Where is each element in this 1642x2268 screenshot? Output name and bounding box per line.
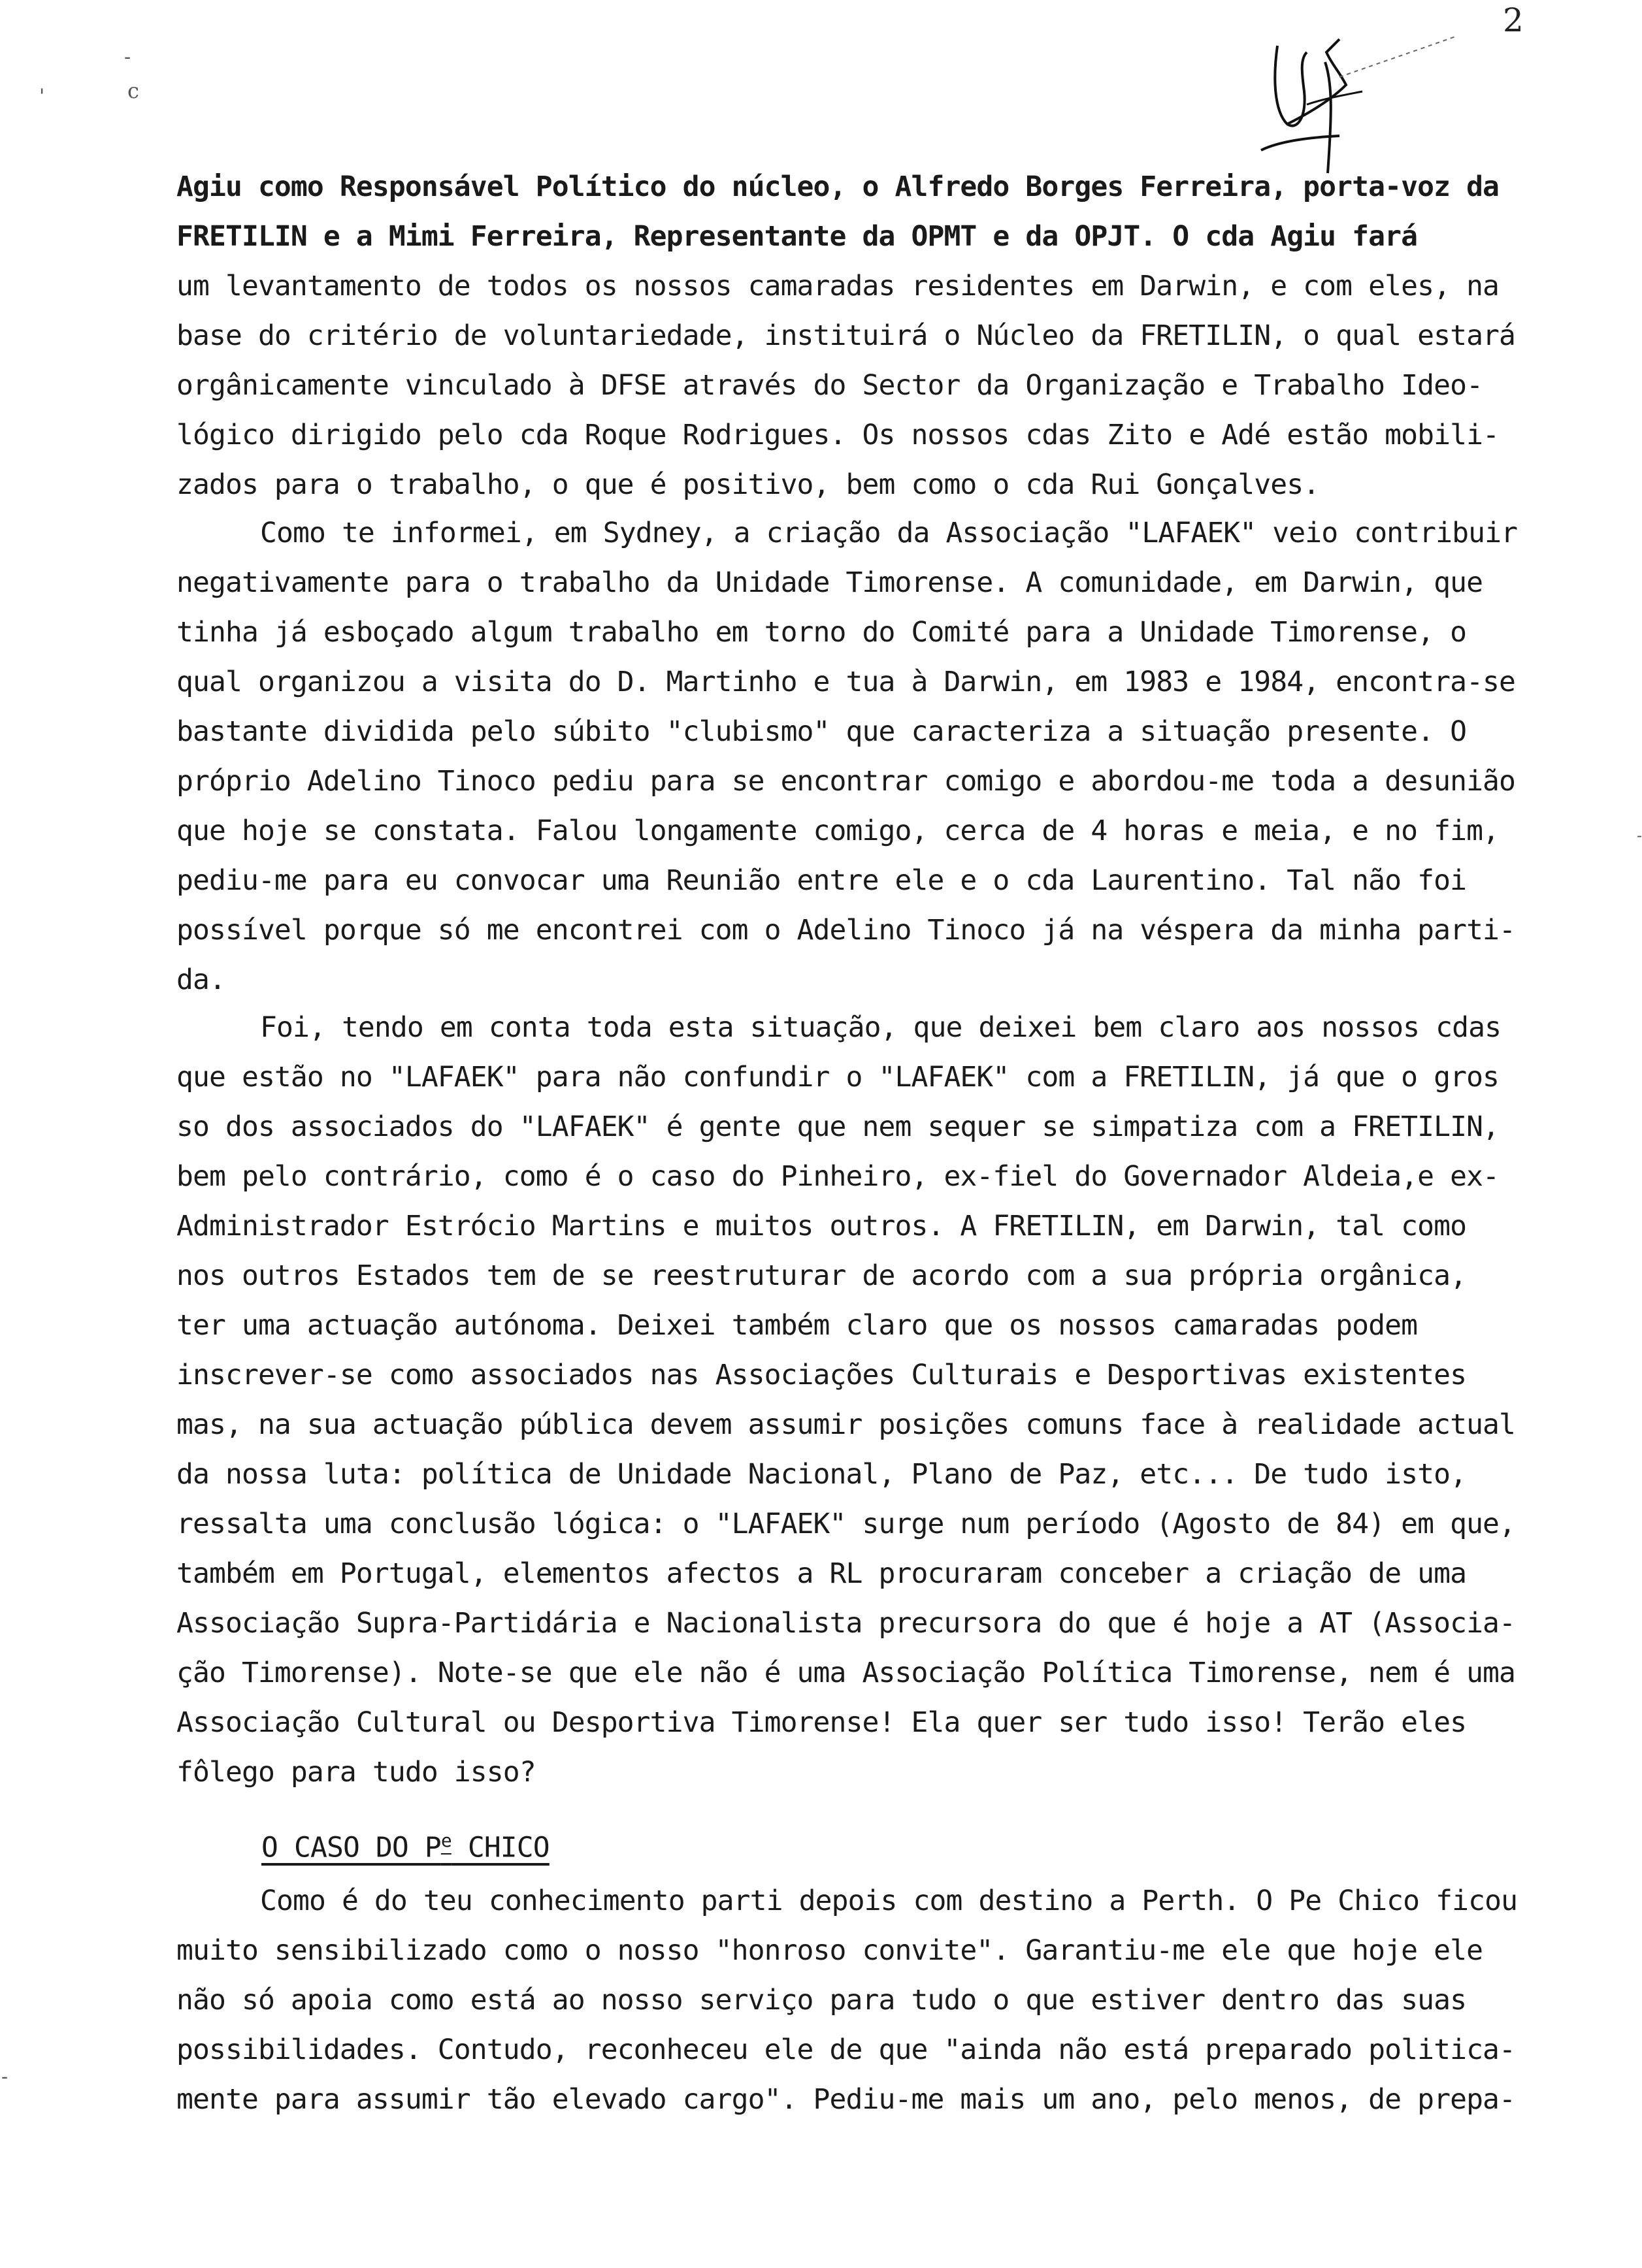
margin-mark: -: [1, 2066, 8, 2088]
text-line: mente para assumir tão elevado cargo". Pediu-me mais um ano, pelo menos, de prepa-: [176, 2083, 1516, 2116]
paragraph-4: [176, 1876, 1535, 2124]
text-line: nos outros Estados tem de se reestruturar de acordo com a sua própria orgânica,: [176, 1259, 1467, 1292]
text-line: orgânicamente vinculado à DFSE através do Sector da Organização e Trabalho Ideo-: [176, 369, 1483, 402]
text-line: que estão no "LAFAEK" para não confundir o "LAFAEK" com a FRETILIN, já que o gros: [176, 1061, 1500, 1094]
text-line: Associação Cultural ou Desportiva Timorense! Ela quer ser tudo isso! Terão eles: [176, 1706, 1467, 1739]
text-line: so dos associados do "LAFAEK" é gente que nem sequer se simpatiza com a FRETILIN,: [176, 1110, 1500, 1143]
paragraph-3: [176, 1003, 1535, 1797]
heading-superscript: e: [440, 1830, 452, 1851]
text-line: mas, na sua actuação pública devem assumir posições comuns face à realidade actual: [176, 1408, 1516, 1441]
page-number: 2: [1503, 1, 1524, 39]
text-line: da nossa luta: política de Unidade Nacional, Plano de Paz, etc... De tudo isto,: [176, 1458, 1467, 1491]
text-line: Associação Supra-Partidária e Nacionalista precursora do que é hoje a AT (Associa-: [176, 1607, 1516, 1640]
text-line: zados para o trabalho, o que é positivo, bem como o cda Rui Gonçalves.: [176, 468, 1320, 501]
paragraph-2: [176, 508, 1535, 1005]
text-line: ter uma actuação autónoma. Deixei também claro que os nossos camaradas podem: [176, 1309, 1418, 1342]
text-line: FRETILIN e a Mimi Ferreira, Representante da OPMT e da OPJT. O cda Agiu fará: [176, 220, 1418, 253]
text-line: possibilidades. Contudo, reconheceu ele de que "ainda não está preparado politica-: [176, 2033, 1516, 2066]
text-line: qual organizou a visita do D. Martinho e tua à Darwin, em 1983 e 1984, encontra-se: [176, 666, 1516, 698]
margin-mark: c: [127, 78, 139, 103]
text-line: bastante dividida pelo súbito "clubismo" que caracteriza a situação presente. O: [176, 715, 1467, 748]
text-line: Como é do teu conhecimento parti depois com destino a Perth. O Pe Chico ficou: [260, 1885, 1518, 1917]
text-line: muito sensibilizado como o nosso "honroso convite". Garantiu-me ele que hoje ele: [176, 1934, 1483, 1967]
handwritten-signature: [1241, 26, 1490, 176]
text-line: da.: [176, 964, 225, 996]
text-line: inscrever-se como associados nas Associações Culturais e Desportivas existentes: [176, 1359, 1467, 1391]
margin-mark: -: [1637, 826, 1642, 845]
text-line: ção Timorense). Note-se que ele não é uma Associação Política Timorense, nem é uma: [176, 1657, 1516, 1689]
text-line: pediu-me para eu convocar uma Reunião entre ele e o cda Laurentino. Tal não foi: [176, 864, 1467, 897]
text-line: também em Portugal, elementos afectos a RL procuraram conceber a criação de uma: [176, 1557, 1467, 1590]
heading-tail: CHICO: [451, 1831, 550, 1864]
text-line: Como te informei, em Sydney, a criação da Associação "LAFAEK" veio contribuir: [260, 517, 1518, 549]
text-line: lógico dirigido pelo cda Roque Rodrigues. Os nossos cdas Zito e Adé estão mobili-: [176, 419, 1500, 451]
text-line: negativamente para o trabalho da Unidade Timorense. A comunidade, em Darwin, que: [176, 566, 1483, 599]
text-line: tinha já esboçado algum trabalho em torno do Comité para a Unidade Timorense, o: [176, 616, 1467, 649]
text-line: bem pelo contrário, como é o caso do Pinheiro, ex-fiel do Governador Aldeia,e ex-: [176, 1160, 1500, 1193]
text-line: próprio Adelino Tinoco pediu para se encontrar comigo e abordou-me toda a desunião: [176, 765, 1516, 798]
text-line: ressalta uma conclusão lógica: o "LAFAEK" surge num período (Agosto de 84) em que,: [176, 1508, 1516, 1540]
text-line: não só apoia como está ao nosso serviço para tudo o que estiver dentro das suas: [176, 1984, 1467, 2017]
margin-mark: ': [39, 85, 45, 108]
text-line: Agiu como Responsável Político do núcleo, o Alfredo Borges Ferreira, porta-voz da: [176, 170, 1500, 203]
section-heading: [261, 1816, 550, 1872]
text-line: que hoje se constata. Falou longamente comigo, cerca de 4 horas e meia, e no fim,: [176, 815, 1500, 847]
text-line: possível porque só me encontrei com o Adelino Tinoco já na véspera da minha parti-: [176, 914, 1516, 947]
text-line: base do critério de voluntariedade, instituirá o Núcleo da FRETILIN, o qual estará: [176, 319, 1516, 352]
text-line: Administrador Estrócio Martins e muitos outros. A FRETILIN, em Darwin, tal como: [176, 1210, 1467, 1242]
margin-mark: -: [124, 46, 131, 69]
text-line: fôlego para tudo isso?: [176, 1756, 536, 1789]
heading-text: O CASO DO P: [261, 1831, 441, 1864]
text-line: um levantamento de todos os nossos camaradas residentes em Darwin, e com eles, na: [176, 270, 1500, 302]
text-line: Foi, tendo em conta toda esta situação, que deixei bem claro aos nossos cdas: [260, 1011, 1502, 1044]
paragraph-1: [176, 162, 1535, 510]
